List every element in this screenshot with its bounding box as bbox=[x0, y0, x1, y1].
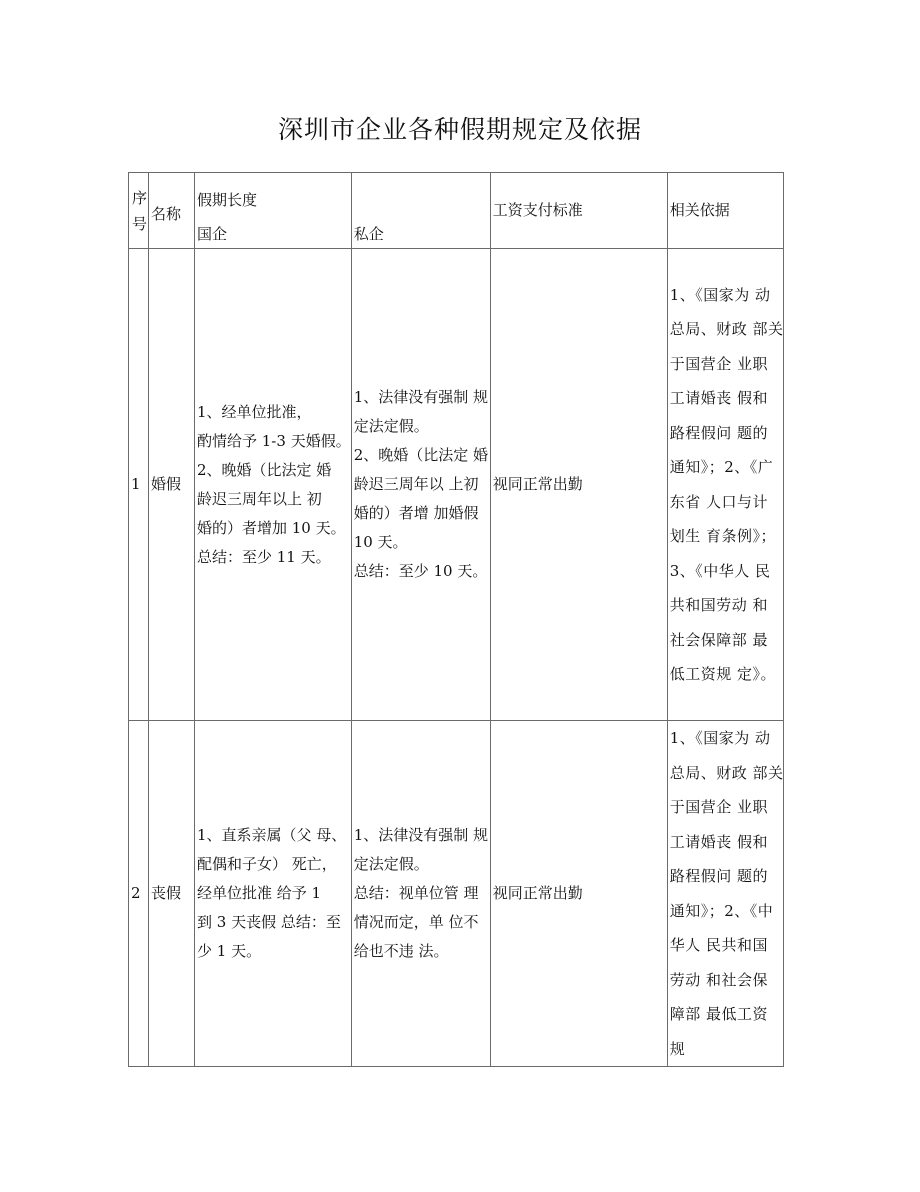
text-line: 1、《国家为 动 bbox=[669, 285, 771, 304]
row-pay-value: 视同正常出勤 bbox=[492, 475, 583, 493]
row-basis bbox=[667, 249, 784, 721]
text-line: 1、法律没有强制 规 bbox=[353, 826, 489, 844]
text-line: 共和国劳动 和 bbox=[669, 596, 768, 614]
text-line: 华人 民共和国 bbox=[669, 936, 768, 954]
header-private-label: 私企 bbox=[353, 225, 384, 243]
text-line: 2、晚婚（比法定 婚 bbox=[353, 446, 489, 464]
text-line: 通知》；2、《广 bbox=[669, 458, 774, 476]
text-line: 给也不违 法。 bbox=[353, 942, 449, 960]
row-pay bbox=[490, 249, 667, 721]
text-line: 劳动 和社会保 bbox=[669, 970, 768, 989]
row-name bbox=[149, 249, 195, 721]
text-line: 总结：至少 10 天。 bbox=[353, 562, 488, 580]
text-line: 总结：视单位管 理 bbox=[353, 884, 479, 902]
row-state-owned bbox=[195, 721, 352, 1067]
row-seq-value: 1 bbox=[131, 475, 141, 493]
header-basis bbox=[667, 173, 784, 249]
row-basis bbox=[667, 721, 784, 1067]
text-line: 10 天。 bbox=[353, 533, 408, 551]
header-state-owned bbox=[195, 173, 352, 249]
header-seq bbox=[129, 173, 149, 249]
text-line: 障部 最低工资 bbox=[669, 1005, 768, 1023]
row-seq-value: 2 bbox=[131, 884, 141, 902]
text-line: 路程假问 题的 bbox=[669, 867, 768, 885]
text-line: 到 3 天丧假 总结：至 bbox=[197, 913, 341, 931]
text-line: 龄迟三周年以 上初 bbox=[353, 475, 479, 493]
text-line: 1、《国家为 动 bbox=[669, 729, 771, 747]
header-name-label: 名称 bbox=[151, 205, 182, 223]
text-line: 定法定假。 bbox=[353, 417, 429, 435]
row-seq bbox=[129, 721, 149, 1067]
header-pay bbox=[490, 173, 667, 249]
text-line: 3、《中华人 民 bbox=[669, 561, 771, 580]
text-line: 低工资规 定》。 bbox=[669, 665, 776, 683]
text-line: 定法定假。 bbox=[353, 855, 429, 873]
row-private bbox=[351, 249, 490, 721]
text-line: 婚的）者增加 10 天。 bbox=[197, 518, 346, 537]
header-name bbox=[149, 173, 195, 249]
row-private bbox=[351, 721, 490, 1067]
text-line: 于国营企 业职 bbox=[669, 354, 768, 373]
header-basis-label: 相关依据 bbox=[669, 201, 730, 219]
text-line: 酌情给予 1-3 天婚假。 bbox=[197, 431, 351, 450]
table-row bbox=[129, 249, 784, 721]
text-line: 配偶和子女） 死亡， bbox=[197, 855, 337, 873]
row-seq bbox=[129, 249, 149, 721]
header-length-label: 假期长度 bbox=[197, 191, 258, 209]
header-private bbox=[351, 173, 490, 249]
page-title: 深圳市企业各种假期规定及依据 bbox=[277, 115, 642, 144]
leave-policy-table bbox=[128, 172, 784, 1067]
row-name-value: 丧假 bbox=[151, 884, 182, 902]
text-line: 总局、财政 部关 bbox=[669, 320, 784, 338]
row-pay bbox=[490, 721, 667, 1067]
text-line: 工请婚丧 假和 bbox=[669, 832, 768, 851]
text-line: 于国营企 业职 bbox=[669, 798, 768, 816]
row-name bbox=[149, 721, 195, 1067]
header-pay-label: 工资支付标准 bbox=[492, 201, 583, 219]
table-header-row bbox=[129, 173, 784, 249]
text-line: 规 bbox=[669, 1039, 686, 1058]
text-line: 1、经单位批准， bbox=[197, 402, 312, 421]
table-row bbox=[129, 721, 784, 1067]
text-line: 东省 人口与计 bbox=[669, 492, 768, 511]
text-line: 少 1 天。 bbox=[197, 942, 262, 960]
text-line: 龄迟三周年以上 初 bbox=[197, 489, 322, 508]
text-line: 总局、财政 部关 bbox=[669, 763, 784, 782]
header-seq-line: 号 bbox=[131, 214, 147, 233]
text-line: 1、法律没有强制 规 bbox=[353, 388, 489, 406]
text-line: 经单位批准 给予 1 bbox=[197, 884, 322, 902]
row-name-value: 婚假 bbox=[151, 475, 182, 493]
text-line: 划生 育条例》； bbox=[669, 527, 776, 545]
text-line: 情况而定，单 位不 bbox=[353, 913, 479, 931]
text-line: 工请婚丧 假和 bbox=[669, 389, 768, 407]
text-line: 社会保障部 最 bbox=[669, 630, 768, 649]
text-line: 1、直系亲属（父 母、 bbox=[197, 826, 347, 844]
row-pay-value: 视同正常出勤 bbox=[492, 884, 583, 902]
header-state-owned-label: 国企 bbox=[197, 225, 228, 243]
header-seq-line: 序 bbox=[131, 188, 147, 207]
text-line: 总结：至少 11 天。 bbox=[197, 547, 331, 566]
text-line: 2、晚婚（比法定 婚 bbox=[197, 460, 332, 479]
text-line: 通知》；2、《中 bbox=[669, 901, 774, 920]
text-line: 路程假问 题的 bbox=[669, 423, 768, 442]
row-state-owned bbox=[195, 249, 352, 721]
text-line: 婚的）者增 加婚假 bbox=[353, 504, 479, 522]
